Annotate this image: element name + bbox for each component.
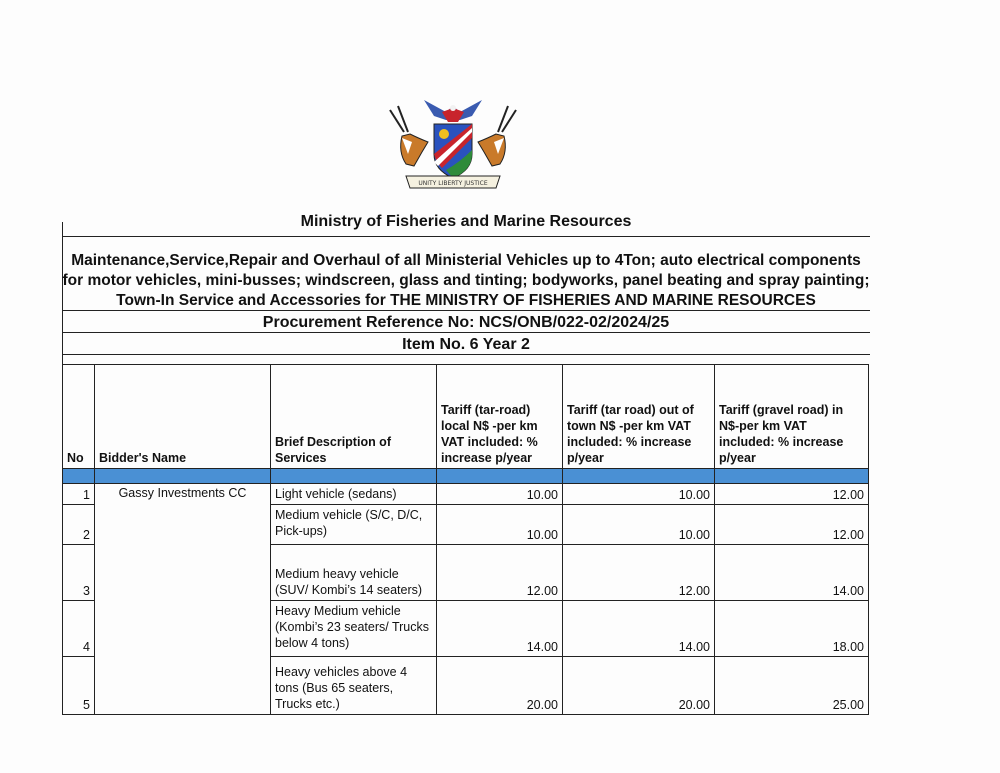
- tariff-tar-out: 12.00: [563, 545, 715, 601]
- tariff-tar-out: 10.00: [563, 484, 715, 505]
- subject-line-2: for motor vehicles, mini-busses; windscreen, glass and tinting; bodyworks, panel beating and spray painting;: [62, 272, 870, 289]
- tariff-gravel: 25.00: [715, 657, 869, 715]
- coat-of-arms-icon: [384, 92, 522, 192]
- tariff-tar-local: 20.00: [437, 657, 563, 715]
- tariff-tar-out: 20.00: [563, 657, 715, 715]
- tariff-gravel: 12.00: [715, 484, 869, 505]
- subject-line-3: Town-In Service and Accessories for THE MINISTRY OF FISHERIES AND MARINE RESOURCES: [116, 292, 816, 309]
- tariff-tar-out: 10.00: [563, 505, 715, 545]
- header-description: Brief Description of Services: [271, 365, 437, 469]
- tariff-tar-local: 10.00: [437, 484, 563, 505]
- header-rule: [62, 354, 870, 355]
- bidder-name: Gassy Investments CC: [95, 484, 271, 715]
- tariff-tar-local: 12.00: [437, 545, 563, 601]
- subject-line-1: Maintenance,Service,Repair and Overhaul of all Ministerial Vehicles up to 4Ton; auto electrical components: [71, 252, 861, 269]
- header-no: No: [63, 365, 95, 469]
- header-tariff-tar-local: Tariff (tar-road) local N$ -per km VAT included: % increase p/year: [437, 365, 563, 469]
- tariff-tar-out: 14.00: [563, 601, 715, 657]
- svg-text:UNITY LIBERTY JUSTICE: UNITY LIBERTY JUSTICE: [418, 180, 488, 187]
- service-description: Light vehicle (sedans): [271, 484, 437, 505]
- row-number: 5: [63, 657, 95, 715]
- service-description: Medium vehicle (S/C, D/C, Pick-ups): [271, 505, 437, 545]
- procurement-reference: Procurement Reference No: NCS/ONB/022-02/2024/25: [262, 314, 670, 331]
- row-number: 4: [63, 601, 95, 657]
- tariff-gravel: 12.00: [715, 505, 869, 545]
- service-description: Medium heavy vehicle (SUV/ Kombi’s 14 seaters): [271, 545, 437, 601]
- table-header-row: [63, 365, 869, 469]
- ministry-title: Ministry of Fisheries and Marine Resources: [300, 213, 632, 230]
- service-description: Heavy vehicles above 4 tons (Bus 65 seaters, Trucks etc.): [271, 657, 437, 715]
- tariff-tar-local: 14.00: [437, 601, 563, 657]
- row-number: 2: [63, 505, 95, 545]
- tariff-tar-local: 10.00: [437, 505, 563, 545]
- table-row: [63, 484, 869, 505]
- tariff-table: [62, 364, 869, 715]
- row-number: 3: [63, 545, 95, 601]
- header-rule: [62, 236, 870, 237]
- header-tariff-tar-out: Tariff (tar road) out of town N$ -per km VAT included: % increase p/year: [563, 365, 715, 469]
- header-bidder-name: Bidder's Name: [95, 365, 271, 469]
- header-rule: [62, 310, 870, 311]
- service-description: Heavy Medium vehicle (Kombi’s 23 seaters/ Trucks below 4 tons): [271, 601, 437, 657]
- row-number: 1: [63, 484, 95, 505]
- header-rule: [62, 332, 870, 333]
- tariff-gravel: 18.00: [715, 601, 869, 657]
- tariff-gravel: 14.00: [715, 545, 869, 601]
- item-number: Item No. 6 Year 2: [402, 336, 530, 353]
- header-band: [63, 469, 869, 484]
- header-tariff-gravel: Tariff (gravel road) in N$-per km VAT included: % increase p/year: [715, 365, 869, 469]
